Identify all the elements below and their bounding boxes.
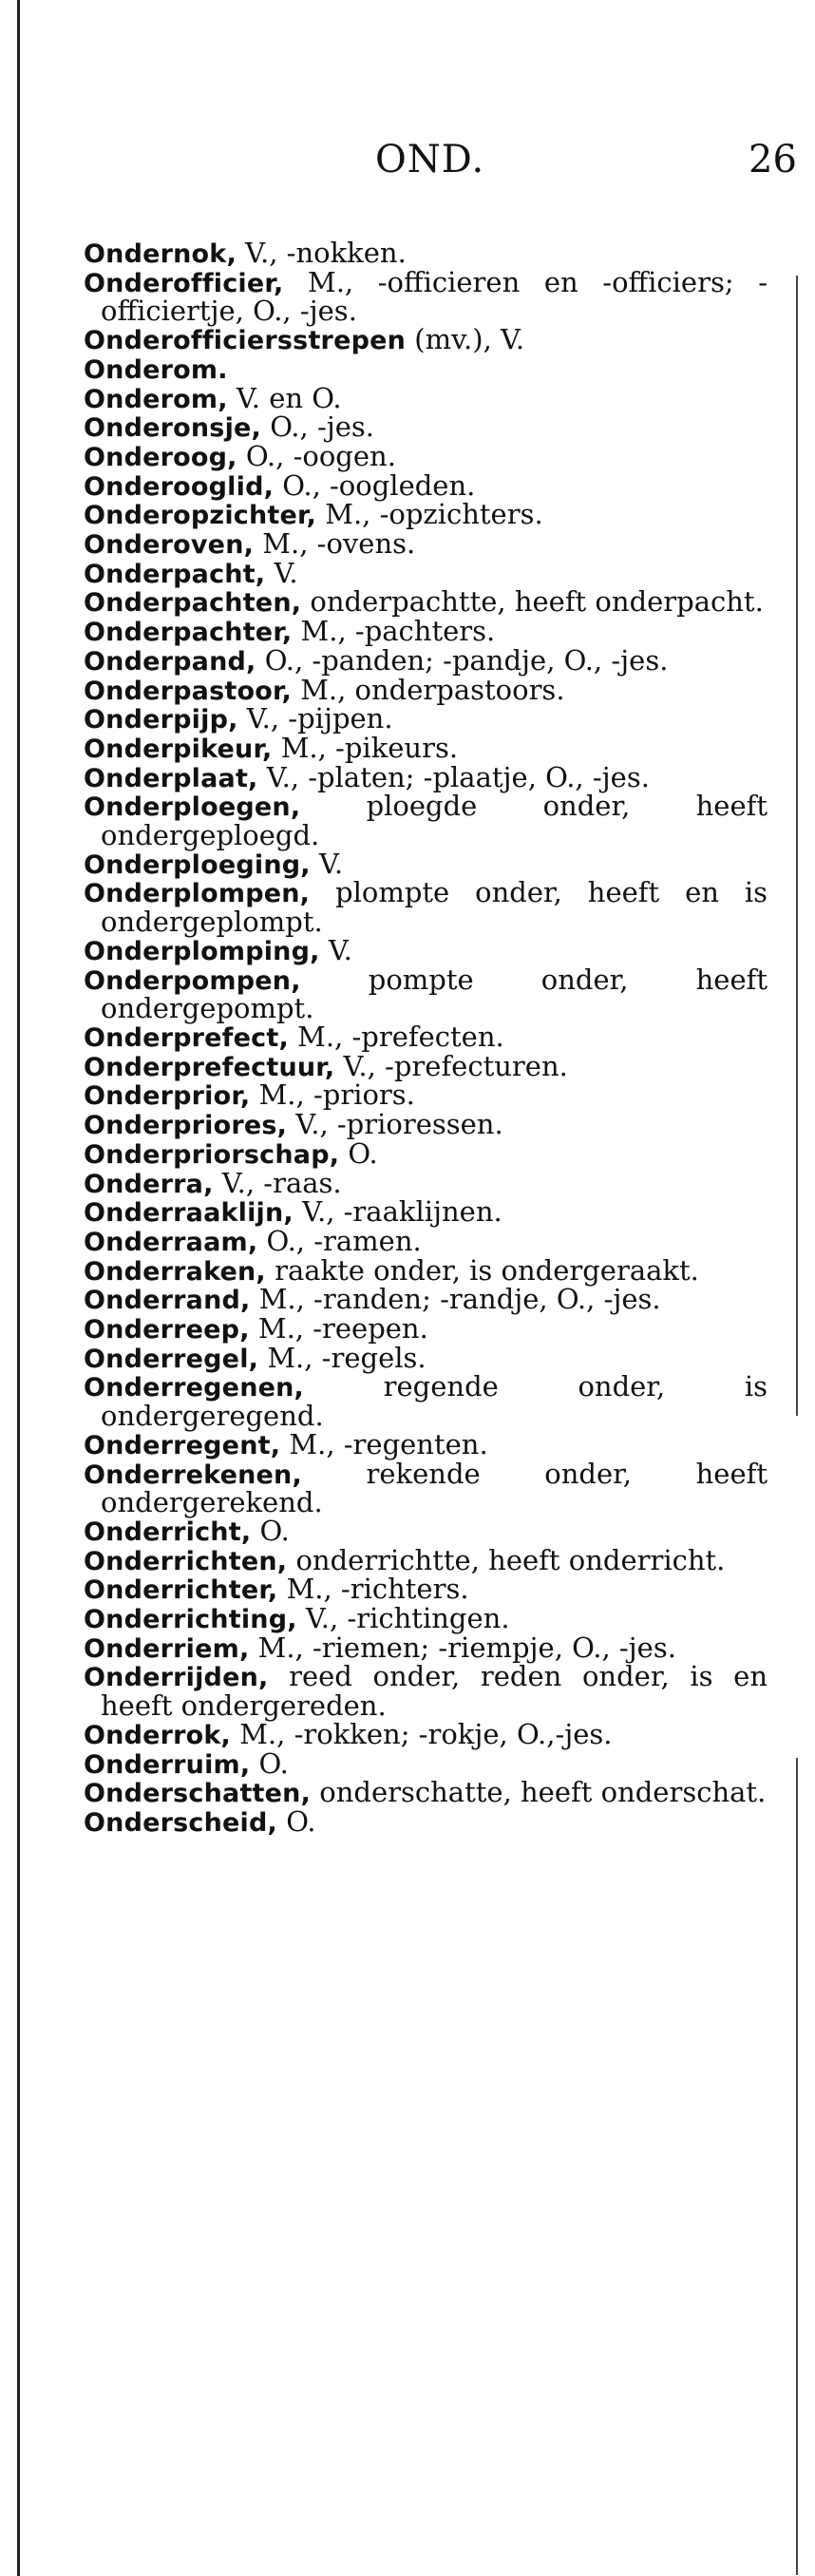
dictionary-entry — [84, 1457, 768, 1519]
entry-definition: V., -prioressen. — [295, 1108, 503, 1141]
dictionary-entry — [84, 1195, 768, 1229]
entry-headword: Onderraken, — [84, 1256, 266, 1287]
entry-headword: Onderraam, — [84, 1227, 258, 1257]
dictionary-entry — [84, 673, 768, 706]
entry-headword: Onderpikeur, — [84, 734, 273, 764]
entry-definition: O., -ramen. — [266, 1224, 422, 1257]
entry-definition: V., -pijpen. — [246, 702, 393, 735]
dictionary-entry — [84, 876, 768, 939]
entry-definition: M., -opzichters. — [325, 498, 543, 531]
entry-headword: Onderprefectuur, — [84, 1052, 335, 1082]
entry-definition: ploegde onder, heeft ondergeploegd. — [101, 790, 768, 852]
entry-headword: Onderofficiersstrepen — [84, 326, 407, 356]
dictionary-entry — [84, 643, 768, 677]
entry-headword: Onderploegen, — [84, 792, 301, 823]
entry-definition: M., -pachters. — [300, 615, 496, 648]
entry-definition: M., -officieren en -officiers; -officiertje, O., -jes. — [101, 265, 768, 328]
entry-headword: Onderra, — [84, 1169, 214, 1199]
dictionary-entry — [84, 1108, 768, 1141]
dictionary-entry — [84, 1746, 768, 1780]
entry-definition: regende onder, is ondergeregend. — [101, 1370, 768, 1433]
entry-definition: O., -oogleden. — [282, 468, 476, 502]
entry-headword: Onderrand, — [84, 1286, 251, 1316]
dictionary-entry — [84, 1514, 768, 1547]
entry-definition: M., -rokken; -rokje, O.,-jes. — [239, 1717, 613, 1750]
entry-definition: O., -jes. — [270, 410, 375, 444]
entry-definition: V., -richtingen. — [305, 1602, 510, 1635]
dictionary-entry — [84, 1370, 768, 1433]
entry-definition: M., -regels. — [267, 1341, 426, 1374]
dictionary-entry — [84, 1602, 768, 1635]
entry-definition: O. — [259, 1514, 290, 1547]
entry-headword: Onderplompen, — [84, 879, 311, 909]
entry-definition: O., -oogen. — [245, 439, 396, 472]
entry-headword: Onderprefect, — [84, 1022, 289, 1053]
entry-definition: M., -pikeurs. — [280, 731, 459, 764]
entry-headword: Onderrichting, — [84, 1605, 297, 1635]
entry-definition: V., -raaklijnen. — [302, 1195, 502, 1229]
entry-definition: V., -prefecturen. — [343, 1049, 568, 1082]
entry-definition: V., -nokken. — [245, 237, 407, 269]
entry-definition: M., -richters. — [286, 1573, 469, 1606]
dictionary-entry — [84, 1253, 768, 1287]
dictionary-entry — [84, 963, 768, 1025]
dictionary-entry — [84, 1660, 768, 1723]
dictionary-entry — [84, 702, 768, 735]
entry-definition: V. — [318, 847, 344, 880]
entry-definition: rekende onder, heeft ondergerekend. — [101, 1457, 768, 1519]
dictionary-entry — [84, 439, 768, 472]
entry-headword: Onderscheid, — [84, 1807, 277, 1838]
entry-definition: onderpachtte, heeft onderpacht. — [310, 585, 764, 619]
dictionary-entry — [84, 1776, 768, 1809]
dictionary-entry — [84, 1631, 768, 1664]
entry-headword: Onderonsje, — [84, 413, 261, 444]
entry-headword: Onderpachten, — [84, 588, 302, 619]
dictionary-entry-list — [84, 239, 768, 1838]
dictionary-entry — [84, 790, 768, 852]
dictionary-entry — [84, 1020, 768, 1053]
entry-headword: Onderregenen, — [84, 1373, 305, 1403]
dictionary-entry — [84, 1804, 768, 1838]
entry-headword: Onderpachter, — [84, 618, 293, 648]
entry-definition: V. — [274, 556, 298, 589]
entry-definition: V. — [328, 933, 352, 966]
right-margin-rule — [796, 276, 798, 1416]
entry-definition: V. en O. — [236, 381, 342, 414]
entry-headword: Onderoog, — [84, 442, 237, 472]
entry-definition: O., -panden; -pandje, O., -jes. — [264, 643, 669, 677]
entry-headword: Onderom. — [84, 354, 228, 385]
entry-definition: M., -ovens. — [262, 527, 416, 561]
entry-headword: Ondernok, — [84, 239, 237, 269]
entry-headword: Onderpacht, — [84, 559, 266, 589]
entry-headword: Onderricht, — [84, 1517, 252, 1547]
dictionary-entry — [84, 585, 768, 619]
left-margin-rule — [17, 0, 20, 2576]
entry-definition: plompte onder, heeft en is ondergeplompt. — [101, 876, 768, 939]
entry-definition: pompte onder, heeft ondergepompt. — [101, 963, 768, 1025]
entry-definition: onderschatte, heeft onderschat. — [319, 1776, 767, 1809]
entry-headword: Onderpriorschap, — [84, 1139, 340, 1170]
dictionary-entry — [84, 1166, 768, 1199]
entry-headword: Onderrok, — [84, 1720, 232, 1750]
dictionary-entry — [84, 1341, 768, 1374]
dictionary-entry — [84, 355, 768, 385]
dictionary-entry — [84, 468, 768, 502]
dictionary-entry — [84, 760, 768, 793]
entry-headword: Onderoven, — [84, 530, 255, 561]
entry-definition: raakte onder, is ondergeraakt. — [275, 1253, 699, 1287]
dictionary-entry — [84, 556, 768, 589]
right-margin-rule-lower — [796, 1758, 798, 2575]
dictionary-entry — [84, 1136, 768, 1170]
dictionary-entry — [84, 1427, 768, 1460]
entry-headword: Onderploeging, — [84, 849, 311, 880]
entry-definition: V., -raas. — [221, 1166, 342, 1199]
entry-headword: Onderpriores, — [84, 1111, 288, 1141]
entry-headword: Onderschatten, — [84, 1779, 312, 1809]
entry-headword: Onderofficier, — [84, 268, 284, 298]
dictionary-entry — [84, 527, 768, 561]
entry-definition: onderrichtte, heeft onderricht. — [295, 1543, 726, 1576]
dictionary-entry — [84, 615, 768, 648]
dictionary-entry — [84, 381, 768, 414]
entry-definition: M., -priors. — [258, 1078, 415, 1112]
dictionary-entry — [84, 239, 768, 269]
dictionary-entry — [84, 1283, 768, 1316]
entry-definition: M., onderpastoors. — [300, 673, 565, 706]
dictionary-entry — [84, 847, 768, 880]
dictionary-entry — [84, 498, 768, 531]
entry-definition: O. — [286, 1804, 316, 1838]
entry-headword: Onderraaklijn, — [84, 1198, 294, 1229]
entry-definition: M., -regenten. — [289, 1427, 488, 1460]
dictionary-entry — [84, 410, 768, 444]
entry-headword: Onderregel, — [84, 1344, 259, 1374]
entry-headword: Onderregent, — [84, 1430, 281, 1460]
dictionary-entry — [84, 1543, 768, 1576]
dictionary-entry — [84, 731, 768, 764]
entry-headword: Onderooglid, — [84, 471, 275, 502]
entry-headword: Onderrekenen, — [84, 1460, 302, 1490]
entry-definition: O. — [348, 1136, 378, 1170]
dictionary-entry — [84, 1224, 768, 1257]
page-number: 26 — [749, 138, 797, 181]
dictionary-entry — [84, 1049, 768, 1082]
dictionary-entry — [84, 933, 768, 966]
entry-definition: V., -platen; -plaatje, O., -jes. — [266, 760, 650, 793]
dictionary-entry — [84, 323, 768, 356]
entry-headword: Onderreep, — [84, 1315, 250, 1345]
page-header — [0, 138, 815, 195]
entry-headword: Onderom, — [84, 384, 228, 414]
entry-definition: M., -prefecten. — [297, 1020, 504, 1053]
entry-definition: O. — [258, 1746, 289, 1780]
entry-definition: reed onder, reden onder, is en heeft ondergereden. — [101, 1660, 768, 1723]
dictionary-entry — [84, 1575, 768, 1605]
entry-definition: M., -randen; -randje, O., -jes. — [258, 1283, 661, 1316]
dictionary-entry — [84, 1078, 768, 1112]
entry-headword: Onderrichter, — [84, 1575, 278, 1606]
entry-headword: Onderpijp, — [84, 705, 238, 735]
entry-definition: M., -reepen. — [257, 1312, 428, 1345]
entry-headword: Onderprior, — [84, 1081, 251, 1112]
entry-headword: Onderrijden, — [84, 1663, 269, 1693]
dictionary-entry — [84, 1717, 768, 1750]
entry-headword: Onderplaat, — [84, 763, 258, 793]
entry-headword: Onderpastoor, — [84, 676, 292, 706]
entry-definition: (mv.), V. — [414, 323, 525, 356]
entry-headword: Onderrichten, — [84, 1546, 288, 1576]
entry-headword: Onderpompen, — [84, 965, 301, 996]
entry-headword: Onderopzichter, — [84, 501, 317, 531]
entry-headword: Onderpand, — [84, 646, 256, 677]
dictionary-entry — [84, 265, 768, 328]
entry-definition: M., -riemen; -riempje, O., -jes. — [257, 1631, 676, 1664]
entry-headword: Onderplomping, — [84, 936, 320, 966]
running-title: OND. — [375, 138, 485, 181]
entry-headword: Onderriem, — [84, 1633, 250, 1664]
dictionary-entry — [84, 1312, 768, 1345]
entry-headword: Onderruim, — [84, 1749, 251, 1780]
